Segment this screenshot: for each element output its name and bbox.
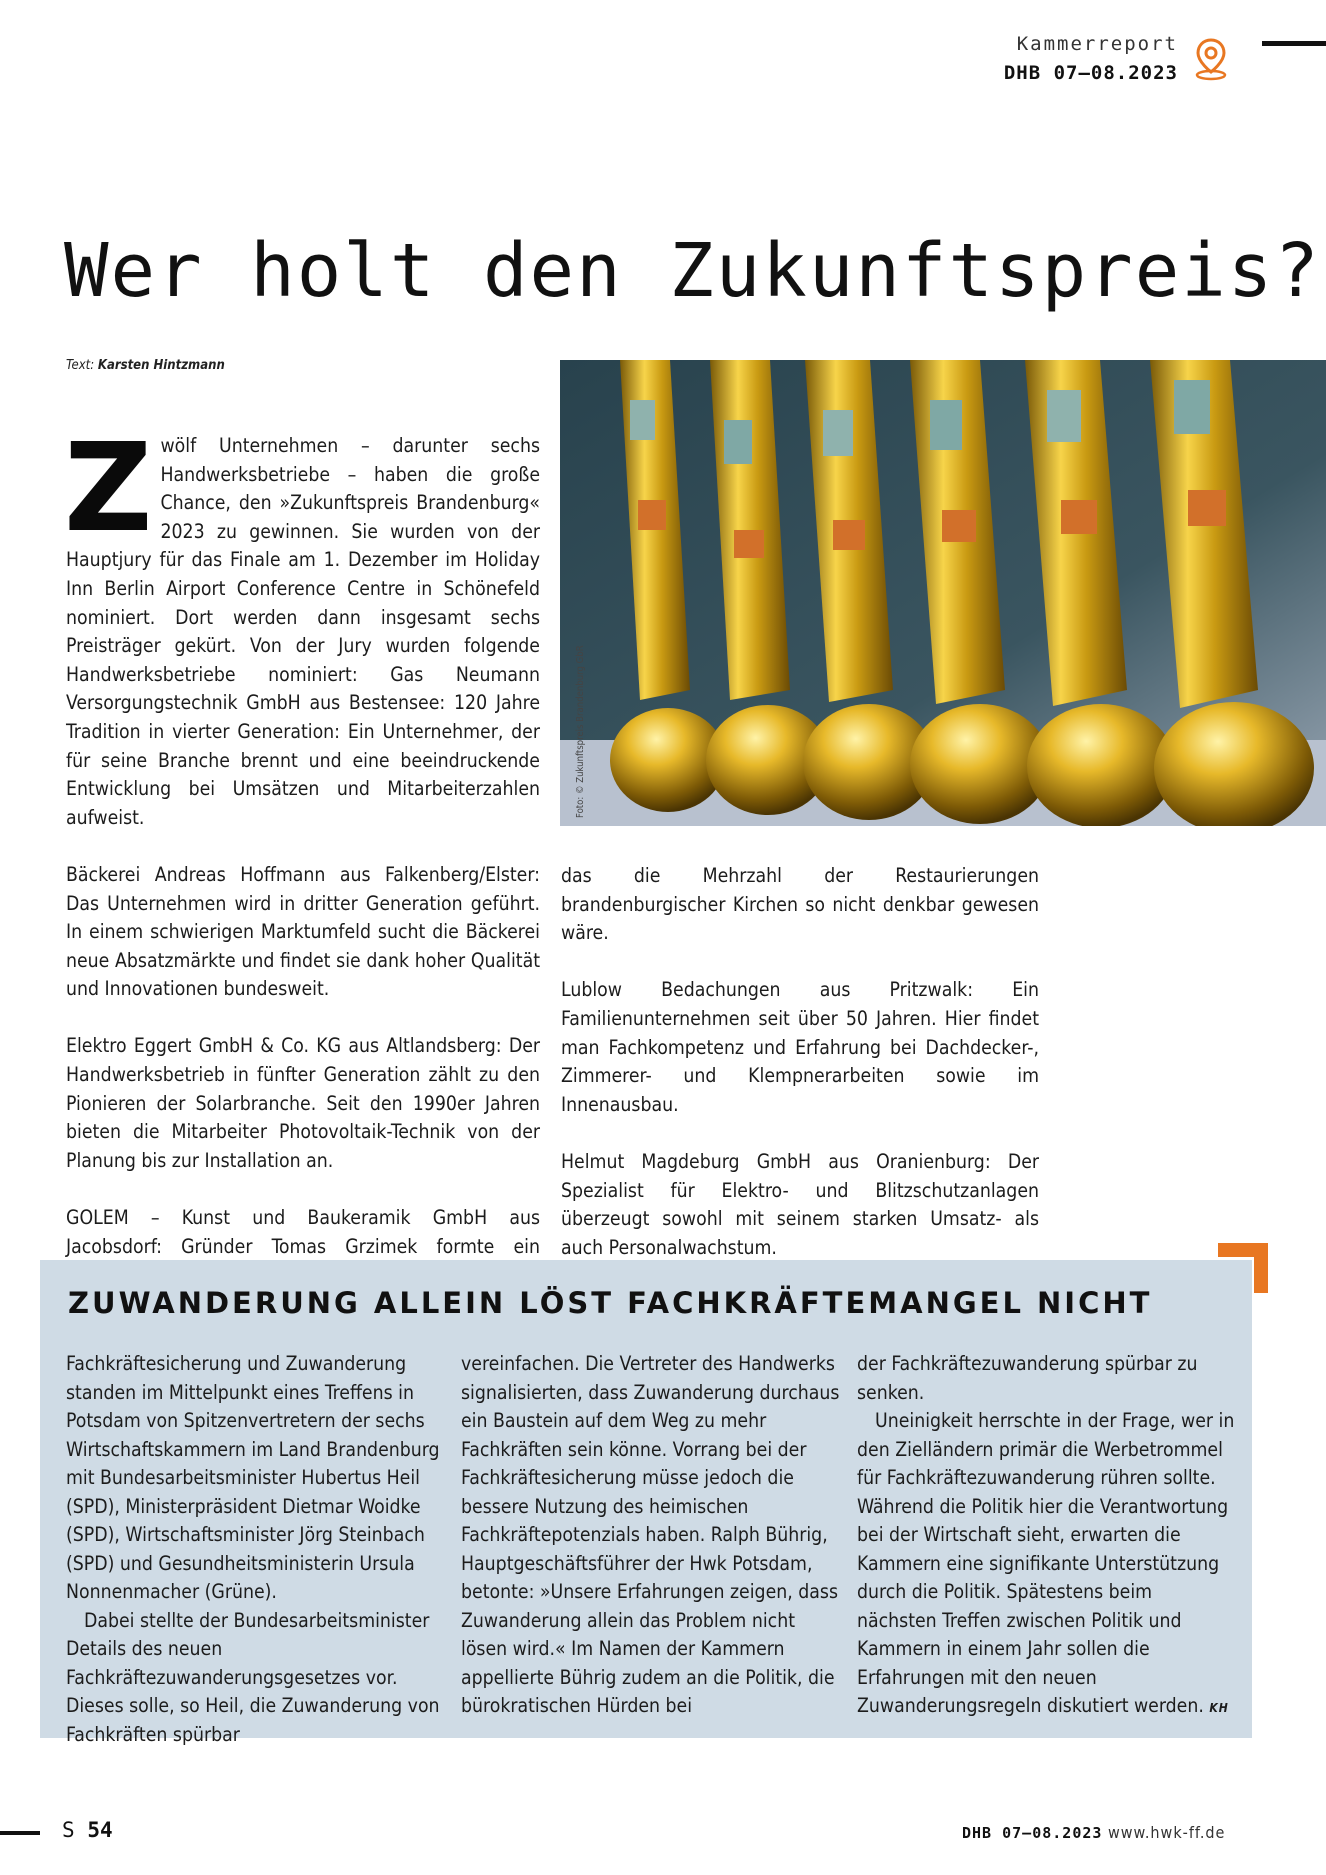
footer-issue: DHB 07–08.2023 [962, 1824, 1103, 1842]
byline-author: Karsten Hintzmann [97, 358, 225, 373]
info-box-title: ZUWANDERUNG ALLEIN LÖST FACHKRÄFTEMANGEL NICHT [68, 1286, 1153, 1320]
article-paragraph: GOLEM – Kunst und Baukeramik GmbH aus Jacobsdorf: Gründer Tomas Grzimek formte ein [66, 1206, 540, 1258]
trophies-illustration [560, 360, 1326, 826]
info-paragraph: der Fachkräftezuwanderung spürbar zu senken. [857, 1352, 1198, 1404]
trophies-photo [560, 360, 1326, 826]
article-paragraph: Elektro Eggert GmbH & Co. KG aus Altlandsberg: Der Handwerksbetrieb in fünfter Generation zählt zu den Pionieren der Solarbranche. Seit den 1990er Jahren bieten die Mitarbeiter Photovoltaik-Technik von der Planung bis zur Installation an. [66, 1034, 540, 1172]
dropcap: Z [64, 417, 153, 559]
article-column-1 [64, 417, 540, 1318]
page-number-value: 54 [87, 1818, 113, 1842]
page-prefix: S [62, 1818, 75, 1842]
corner-accent [1218, 1243, 1268, 1293]
article-paragraph: Bäckerei Andreas Hoffmann aus Falkenberg/Elster: Das Unternehmen wird in dritter Generation geführt. In einem schwierigen Marktumfeld sucht die Bäckerei neue Absatzmärkte und findet sie dank hoher Qualität und Innovationen bundesweit. [66, 862, 540, 1001]
info-box-column-3 [857, 1350, 1237, 1723]
article-title: Wer holt den Zukunftspreis? [64, 228, 1321, 314]
info-paragraph: vereinfachen. Die Vertreter des Handwerks signalisierten, dass Zuwanderung durchaus ein Baustein auf dem Weg zu mehr Fachkräften sein könne. Vorrang bei der Fachkräftesicherung müsse jedoch die bessere Nutzung des heimischen Fachkräftepotenzials haben. Ralph Bührig, Hauptgeschäftsführer der Hwk Potsdam, betonte: »Unsere Erfahrungen zeigen, dass Zuwanderung allein das Problem nicht lösen wird.« Im Namen der Kammern appellierte Bührig zudem an die Politik, die bürokratischen Hürden bei [461, 1352, 840, 1717]
info-paragraph: Fachkräftesicherung und Zuwanderung standen im Mittelpunkt eines Treffens in Potsdam von Spitzenvertretern der sechs Wirtschaftskammern im Land Brandenburg mit Bundesarbeitsminister Hubertus Heil (SPD), Ministerpräsident Dietmar Woidke (SPD), Wirtschaftsminister Jörg Steinbach (SPD) und Gesundheitsministerin Ursula Nonnenmacher (Grüne). [66, 1352, 440, 1603]
article-paragraph: Lublow Bedachungen aus Pritzwalk: Ein Familienunternehmen seit über 50 Jahren. Hier findet man Fachkompetenz und Erfahrung bei Dachdecker-, Zimmerer- und Klempnerarbeiten sowie im Innenausbau. [561, 978, 1039, 1116]
info-paragraph [857, 1407, 1237, 1723]
article-paragraph: Helmut Magdeburg GmbH aus Oranienburg: Der Spezialist für Elektro- und Blitzschutzanlagen überzeugt sowohl mit seinem starken Umsatz- als auch Personalwachstum. [561, 1149, 1039, 1259]
footer-rule [0, 1831, 40, 1835]
byline [66, 358, 225, 373]
byline-prefix: Text: [66, 358, 95, 373]
info-paragraph: Dabei stellte der Bundesarbeitsminister Details des neuen Fachkräftezuwanderungsgesetzes vor. Dieses solle, so Heil, die Zuwanderung von Fachkräften spürbar [66, 1608, 440, 1746]
photo-credit: Foto: © Zukunftspreis Brandenburg GbR [575, 645, 586, 818]
info-box-column-2 [461, 1350, 841, 1721]
article-paragraph: das die Mehrzahl der Restaurierungen brandenburgischer Kirchen so nicht denkbar gewesen wäre. [561, 864, 1039, 945]
footer-url[interactable]: www.hwk-ff.de [1108, 1823, 1226, 1842]
article-paragraph [64, 417, 540, 832]
info-box-column-1 [66, 1350, 446, 1749]
location-pin-icon [1188, 36, 1234, 82]
section-label: Kammerreport [1016, 33, 1178, 55]
article-column-2 [561, 862, 1039, 1291]
issue-label: DHB 07–08.2023 [1003, 62, 1178, 84]
paragraph-text: Uneinigkeit herrschte in der Frage, wer in den Zielländern primär die Werbetrommel für Fachkräftezuwanderung rühren sollte. Während die Politik hier die Verantwortung bei der Wirtschaft sieht, erwarten die Kammern eine signifikante Unterstützung durch die Politik. Spätestens beim nächsten Treffen zwischen Politik und Kammern in einem Jahr sollen die Erfahrungen mit den neuen Zuwanderungsregeln diskutiert werden. [857, 1409, 1235, 1717]
paragraph-text: wölf Unternehmen – darunter sechs Handwerksbetriebe – haben die große Chance, den »Zukunftspreis Brandenburg« 2023 zu gewinnen. Sie wurden von der Hauptjury für das Finale am 1. Dezember im Holiday Inn Berlin Airport Conference Centre in Schönefeld nominiert. Dort werden dann insgesamt sechs Preisträger gekürt. Von der Jury wurden folgende Handwerksbetriebe nominiert: Gas Neumann Versorgungstechnik GmbH aus Bestensee: 120 Jahre Tradition in vierter Generation: Ein Unternehmer, der für seine Branche brennt und eine beeindruckende Entwicklung bei Umsätzen und Mitarbeiterzahlen aufweist. [66, 434, 540, 829]
author-initials: KH [1209, 1701, 1229, 1715]
page-number [62, 1818, 113, 1842]
header-rule [1262, 41, 1326, 46]
